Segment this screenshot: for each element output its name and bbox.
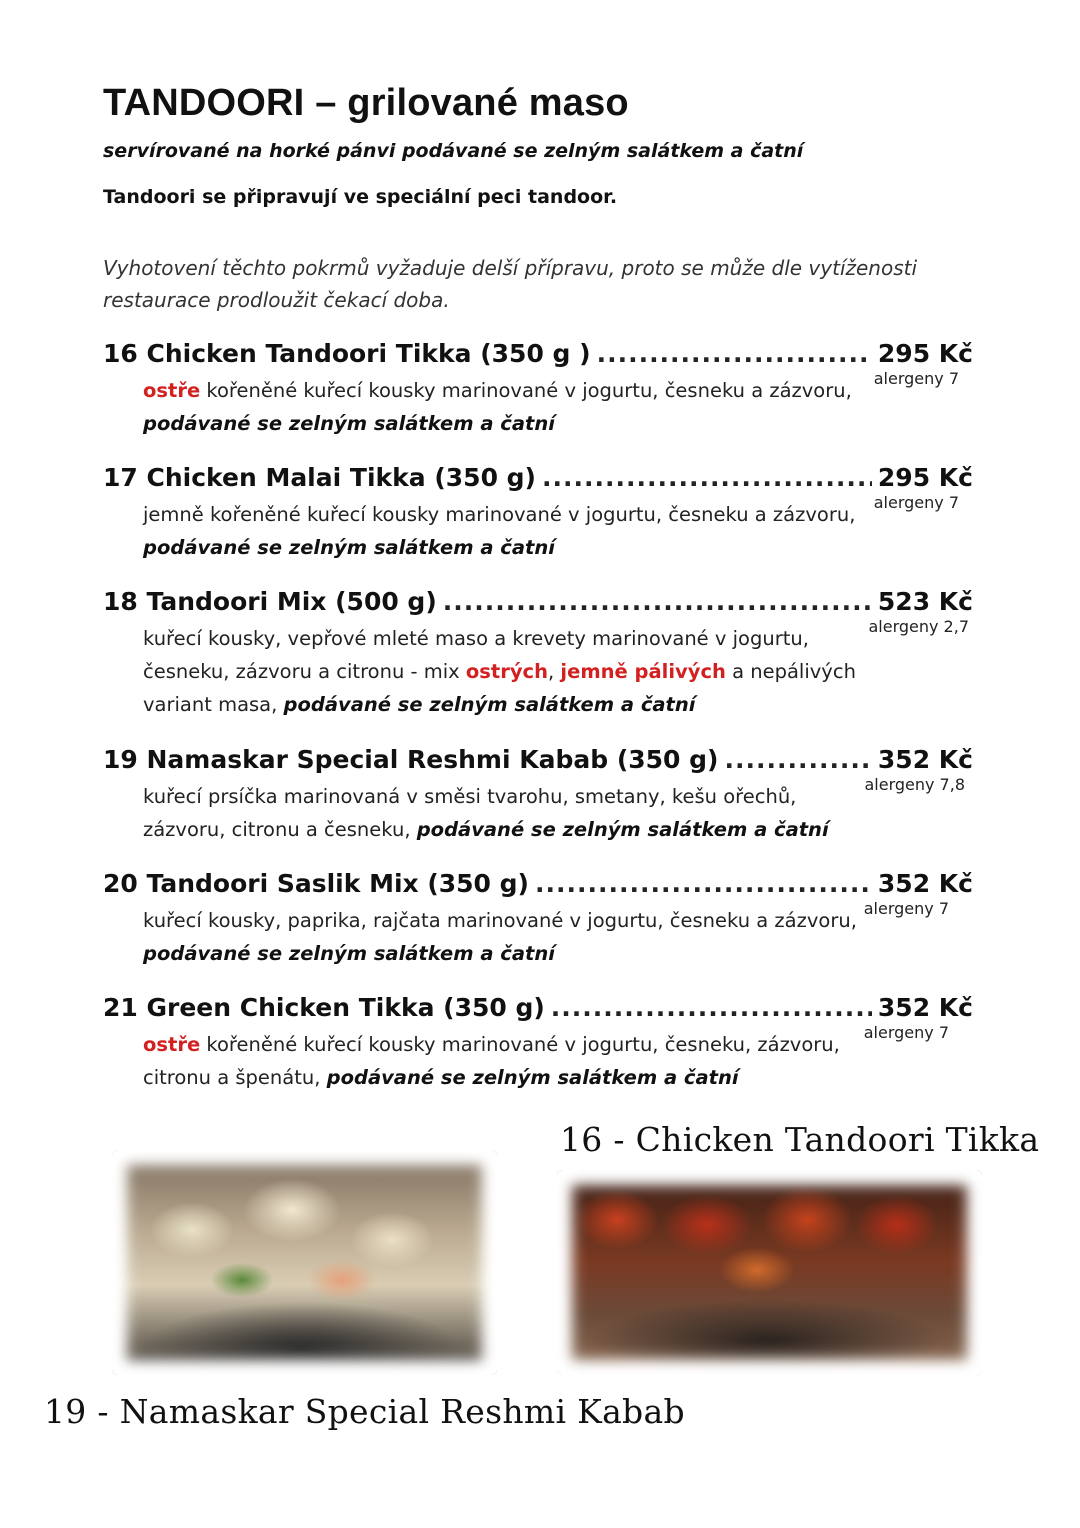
item-name: 18 Tandoori Mix (500 g) bbox=[103, 587, 437, 616]
photo-caption-reshmi-kabab: 19 - Namaskar Special Reshmi Kabab bbox=[44, 1392, 685, 1431]
description-text: kuřecí prsíčka marinovaná v směsi tvarohu, smetany, kešu ořechů, zázvoru, citronu a česneku, bbox=[143, 785, 797, 841]
item-description bbox=[143, 498, 863, 564]
description-text: a nepálivých variant masa, bbox=[143, 660, 856, 716]
item-name: 17 Chicken Malai Tikka (350 g) bbox=[103, 463, 536, 492]
item-price: 295 Kč bbox=[877, 463, 973, 492]
description-text: kořeněné kuřecí kousky marinované v jogurtu, česneku a zázvoru, bbox=[200, 379, 852, 402]
photo-caption-chicken-tandoori-tikka: 16 - Chicken Tandoori Tikka bbox=[560, 1120, 1040, 1159]
description-text: kuřecí kousky, vepřové mleté maso a krevety marinované v jogurtu, česneku, zázvoru a citronu - mix bbox=[143, 627, 809, 683]
tandoor-note: Tandoori se připravují ve speciální peci tandoor. bbox=[103, 186, 618, 208]
dot-leader bbox=[551, 990, 872, 1026]
item-allergens: alergeny 7 bbox=[873, 493, 959, 512]
description-text: kořeněné kuřecí kousky marinované v jogurtu, česneku, zázvoru, citronu a špenátu, bbox=[143, 1033, 840, 1089]
item-name: 19 Namaskar Special Reshmi Kabab (350 g) bbox=[103, 745, 719, 774]
menu-item-19 bbox=[103, 742, 973, 846]
item-price: 352 Kč bbox=[877, 993, 973, 1022]
item-description bbox=[143, 780, 863, 846]
spicy-label: ostře bbox=[143, 379, 201, 402]
spicy-label: ostře bbox=[143, 1033, 201, 1056]
photo-chicken-tandoori-tikka bbox=[557, 1170, 982, 1375]
menu-item-18 bbox=[103, 584, 973, 721]
item-price: 352 Kč bbox=[877, 869, 973, 898]
item-price: 523 Kč bbox=[877, 587, 973, 616]
menu-item-21 bbox=[103, 990, 973, 1094]
item-allergens: alergeny 7 bbox=[863, 1023, 949, 1042]
dot-leader bbox=[542, 460, 872, 496]
item-description bbox=[143, 904, 863, 970]
item-price: 352 Kč bbox=[877, 745, 973, 774]
item-description bbox=[143, 374, 863, 440]
photo-reshmi-kabab bbox=[112, 1150, 497, 1375]
item-description bbox=[143, 1028, 863, 1094]
item-allergens: alergeny 7,8 bbox=[864, 775, 965, 794]
item-name: 21 Green Chicken Tikka (350 g) bbox=[103, 993, 545, 1022]
serving-note: podávané se zelným salátkem a čatní bbox=[283, 693, 696, 716]
menu-item-17 bbox=[103, 460, 973, 564]
item-name: 20 Tandoori Saslik Mix (350 g) bbox=[103, 869, 529, 898]
serving-note: podávané se zelným salátkem a čatní bbox=[326, 1066, 739, 1089]
item-allergens: alergeny 2,7 bbox=[868, 617, 969, 636]
dot-leader bbox=[535, 866, 872, 902]
serving-note: podávané se zelným salátkem a čatní bbox=[143, 536, 555, 559]
description-text: kuřecí kousky, paprika, rajčata marinované v jogurtu, česneku a zázvoru, bbox=[143, 909, 857, 932]
dot-leader bbox=[443, 584, 872, 620]
serving-note: podávané se zelným salátkem a čatní bbox=[143, 942, 555, 965]
description-text: , bbox=[548, 660, 561, 683]
wait-time-warning: Vyhotovení těchto pokrmů vyžaduje delší přípravu, proto se může dle vytíženosti restaurace prodloužit čekací doba. bbox=[103, 256, 918, 312]
serving-note: podávané se zelným salátkem a čatní bbox=[416, 818, 829, 841]
page-title: TANDOORI – grilované maso bbox=[103, 82, 629, 124]
item-description bbox=[143, 622, 863, 721]
item-allergens: alergeny 7 bbox=[873, 369, 959, 388]
dot-leader bbox=[724, 742, 871, 778]
item-price: 295 Kč bbox=[877, 339, 973, 368]
page-subtitle: servírované na horké pánvi podávané se zelným salátkem a čatní bbox=[103, 140, 804, 162]
spicy-label: ostrých bbox=[465, 660, 549, 683]
mild-spicy-label: jemně pálivých bbox=[560, 660, 726, 683]
menu-item-20 bbox=[103, 866, 973, 970]
item-allergens: alergeny 7 bbox=[863, 899, 949, 918]
item-name: 16 Chicken Tandoori Tikka (350 g ) bbox=[103, 339, 591, 368]
dot-leader bbox=[597, 336, 872, 372]
description-text: jemně kořeněné kuřecí kousky marinované v jogurtu, česneku a zázvoru, bbox=[143, 503, 856, 526]
serving-note: podávané se zelným salátkem a čatní bbox=[143, 412, 555, 435]
menu-item-16 bbox=[103, 336, 973, 440]
